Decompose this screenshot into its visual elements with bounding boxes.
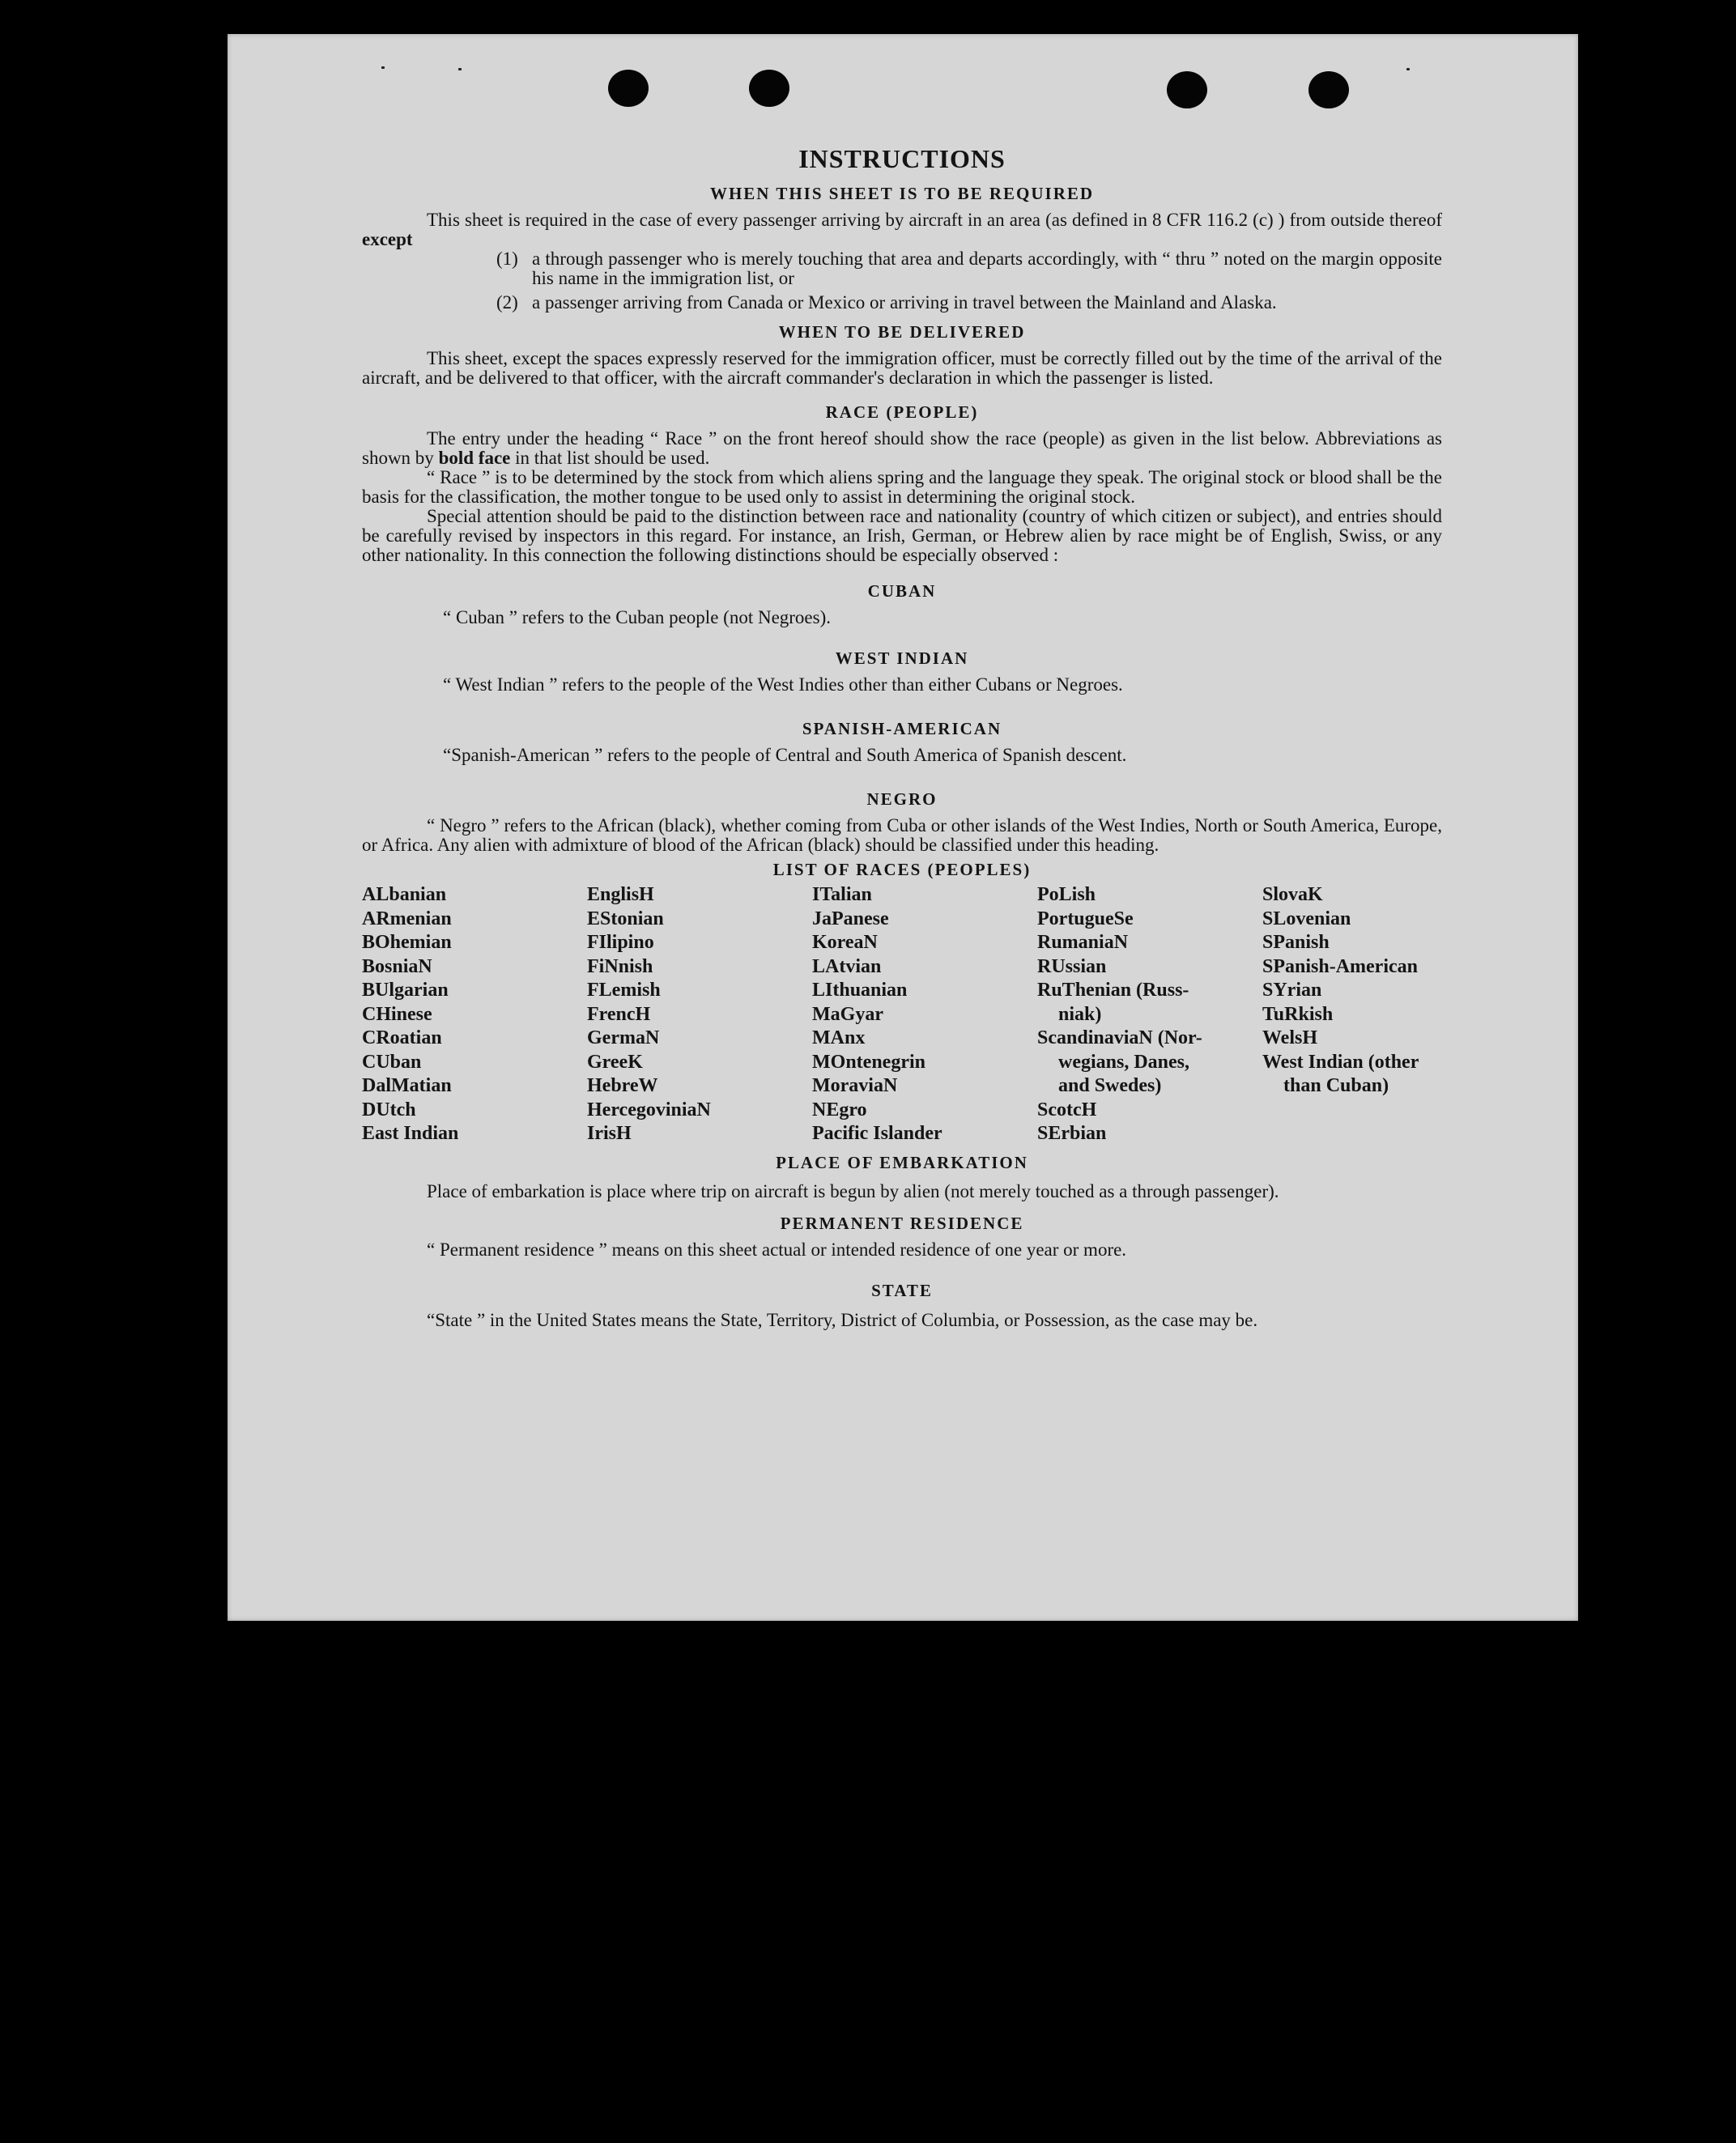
race-entry: BosniaN [362,955,432,977]
race-entry: EnglisH [587,884,654,905]
section-heading: LIST OF RACES (PEOPLES) [772,860,1032,879]
race-entry: ITalian [812,884,872,905]
race-entry: TuRkish [1262,1003,1334,1025]
list-item [496,249,1442,288]
race-entry: HebreW [587,1075,658,1096]
race-entry: EStonian [587,908,664,929]
race-entry: East Indian [362,1123,459,1144]
speck [458,68,462,70]
race-entry: HercegoviniaN [587,1099,711,1120]
race-entry: MAnx [812,1027,866,1048]
section-heading: WHEN THIS SHEET IS TO BE REQUIRED [709,184,1095,203]
races-list [362,883,1442,1146]
race-entry: SErbian [1037,1123,1107,1144]
punch-hole [1167,71,1207,108]
race-entry: DalMatian [362,1075,452,1096]
race-entry: LIthuanian [812,980,908,1001]
section-heading: PLACE OF EMBARKATION [776,1152,1028,1172]
document-sheet [228,34,1578,1621]
race-entry: WelsH [1262,1027,1318,1048]
race-entry: FLemish [587,980,661,1001]
race-entry: SYrian [1262,980,1322,1001]
section-heading: STATE [871,1280,933,1300]
punch-hole [608,70,649,107]
page-title: INSTRUCTIONS [798,144,1006,173]
races-column [587,883,812,1146]
race-entry: LAtvian [812,955,882,977]
race-entry: RuThenian (Russ- [1037,980,1189,1001]
race-entry: MaGyar [812,1003,883,1025]
race-entry: SLovenian [1262,908,1351,929]
paragraph: The entry under the heading “ Race ” on the front hereof should show the race (people) as given in the list below. Abbreviations as shown by bold face in that list should be used. [362,428,1442,468]
race-entry: JaPanese [812,908,889,929]
paragraph: “ Race ” is to be determined by the stock from which aliens spring and the language they speak. The original stock or blood shall be the basis for the classification, the mother tongue to be used only to assist in determining the original stock. [362,467,1442,507]
section-heading: SPANISH-AMERICAN [802,719,1002,738]
section-heading: WHEN TO BE DELIVERED [778,322,1026,342]
races-column [1262,883,1442,1146]
paragraph: “ Negro ” refers to the African (black), whether coming from Cuba or other islands of the West Indies, North or South America, Europe, or Africa. Any alien with admixture of blood of the African (black) should be classified under this heading. [362,815,1442,855]
paragraph: “ Permanent residence ” means on this sheet actual or intended residence of one year or more. [427,1239,1127,1260]
paragraph: “ Cuban ” refers to the Cuban people (not Negroes). [443,607,832,627]
race-entry: SPanish-American [1262,955,1418,977]
race-entry: RUssian [1037,955,1107,977]
section-heading: NEGRO [866,789,938,809]
race-entry: BOhemian [362,932,452,953]
race-entry: SPanish [1262,932,1330,953]
section-heading: WEST INDIAN [835,648,969,668]
instructions-content [362,144,1442,1333]
speck [381,66,385,69]
race-entry: wegians, Danes, [1058,1051,1190,1073]
race-entry: than Cuban) [1283,1075,1389,1096]
race-entry: ALbanian [362,884,447,905]
races-column [1037,883,1262,1146]
section-heading: CUBAN [867,581,937,601]
race-entry: and Swedes) [1058,1075,1162,1096]
race-entry: GreeK [587,1051,643,1073]
race-entry: IrisH [587,1123,632,1144]
paragraph: Special attention should be paid to the distinction between race and nationality (country of which citizen or subject), and entries should be carefully revised by inspectors in this regard. For instance, an Irish, German, or Hebrew alien by race might be of English, Swiss, or any other nationality. In this connection the following distinctions should be especially observed : [362,506,1442,565]
race-entry: DUtch [362,1099,416,1120]
item-number: (2) [496,292,518,313]
race-entry: Pacific Islander [812,1123,942,1144]
paragraph: “State ” in the United States means the State, Territory, District of Columbia, or Possession, as the case may be. [427,1309,1258,1330]
race-entry: CHinese [362,1003,432,1025]
races-column [812,883,1037,1146]
race-entry: FiNnish [587,955,653,977]
races-column [362,883,587,1146]
race-entry: MoraviaN [812,1075,898,1096]
race-entry: CRoatian [362,1027,442,1048]
race-entry: niak) [1058,1003,1102,1025]
race-entry: FrencH [587,1003,651,1025]
race-entry: MOntenegrin [812,1051,925,1073]
race-entry: West Indian (other [1262,1051,1419,1073]
paragraph: Place of embarkation is place where trip on aircraft is begun by alien (not merely touched as a through passenger). [427,1180,1279,1201]
race-entry: BUlgarian [362,980,449,1001]
item-text: a through passenger who is merely touching that area and departs accordingly, with “ thru ” noted on the margin opposite his name in the immigration list, or [532,249,1442,288]
item-text: a passenger arriving from Canada or Mexico or arriving in travel between the Mainland and Alaska. [532,292,1277,313]
race-entry: PoLish [1037,884,1096,905]
section-heading: RACE (PEOPLE) [825,402,979,422]
race-entry: ARmenian [362,908,452,929]
paragraph: This sheet is required in the case of every passenger arriving by aircraft in an area (as defined in 8 CFR 116.2 (c) ) from outside thereof except [362,210,1442,249]
race-entry: FIlipino [587,932,654,953]
race-entry: GermaN [587,1027,660,1048]
race-entry: ScandinaviaN (Nor- [1037,1027,1202,1048]
race-entry: KoreaN [812,932,878,953]
race-entry: PortugueSe [1037,908,1134,929]
race-entry: RumaniaN [1037,932,1129,953]
race-entry: ScotcH [1037,1099,1097,1120]
section-heading: PERMANENT RESIDENCE [780,1213,1024,1233]
race-entry: SlovaK [1262,884,1323,905]
paragraph: This sheet, except the spaces expressly reserved for the immigration officer, must be correctly filled out by the time of the arrival of the aircraft, and be delivered to that officer, with the aircraft commander's declaration in which the passenger is listed. [362,348,1442,388]
race-entry: CUban [362,1051,422,1073]
list-item [496,293,1442,313]
item-number: (1) [496,249,518,269]
paragraph: “Spanish-American ” refers to the people of Central and South America of Spanish descent. [443,745,1127,765]
punch-hole [1308,71,1349,108]
speck [1406,68,1410,70]
paragraph: “ West Indian ” refers to the people of the West Indies other than either Cubans or Negroes. [443,674,1123,695]
punch-hole [749,70,789,107]
race-entry: NEgro [812,1099,867,1120]
